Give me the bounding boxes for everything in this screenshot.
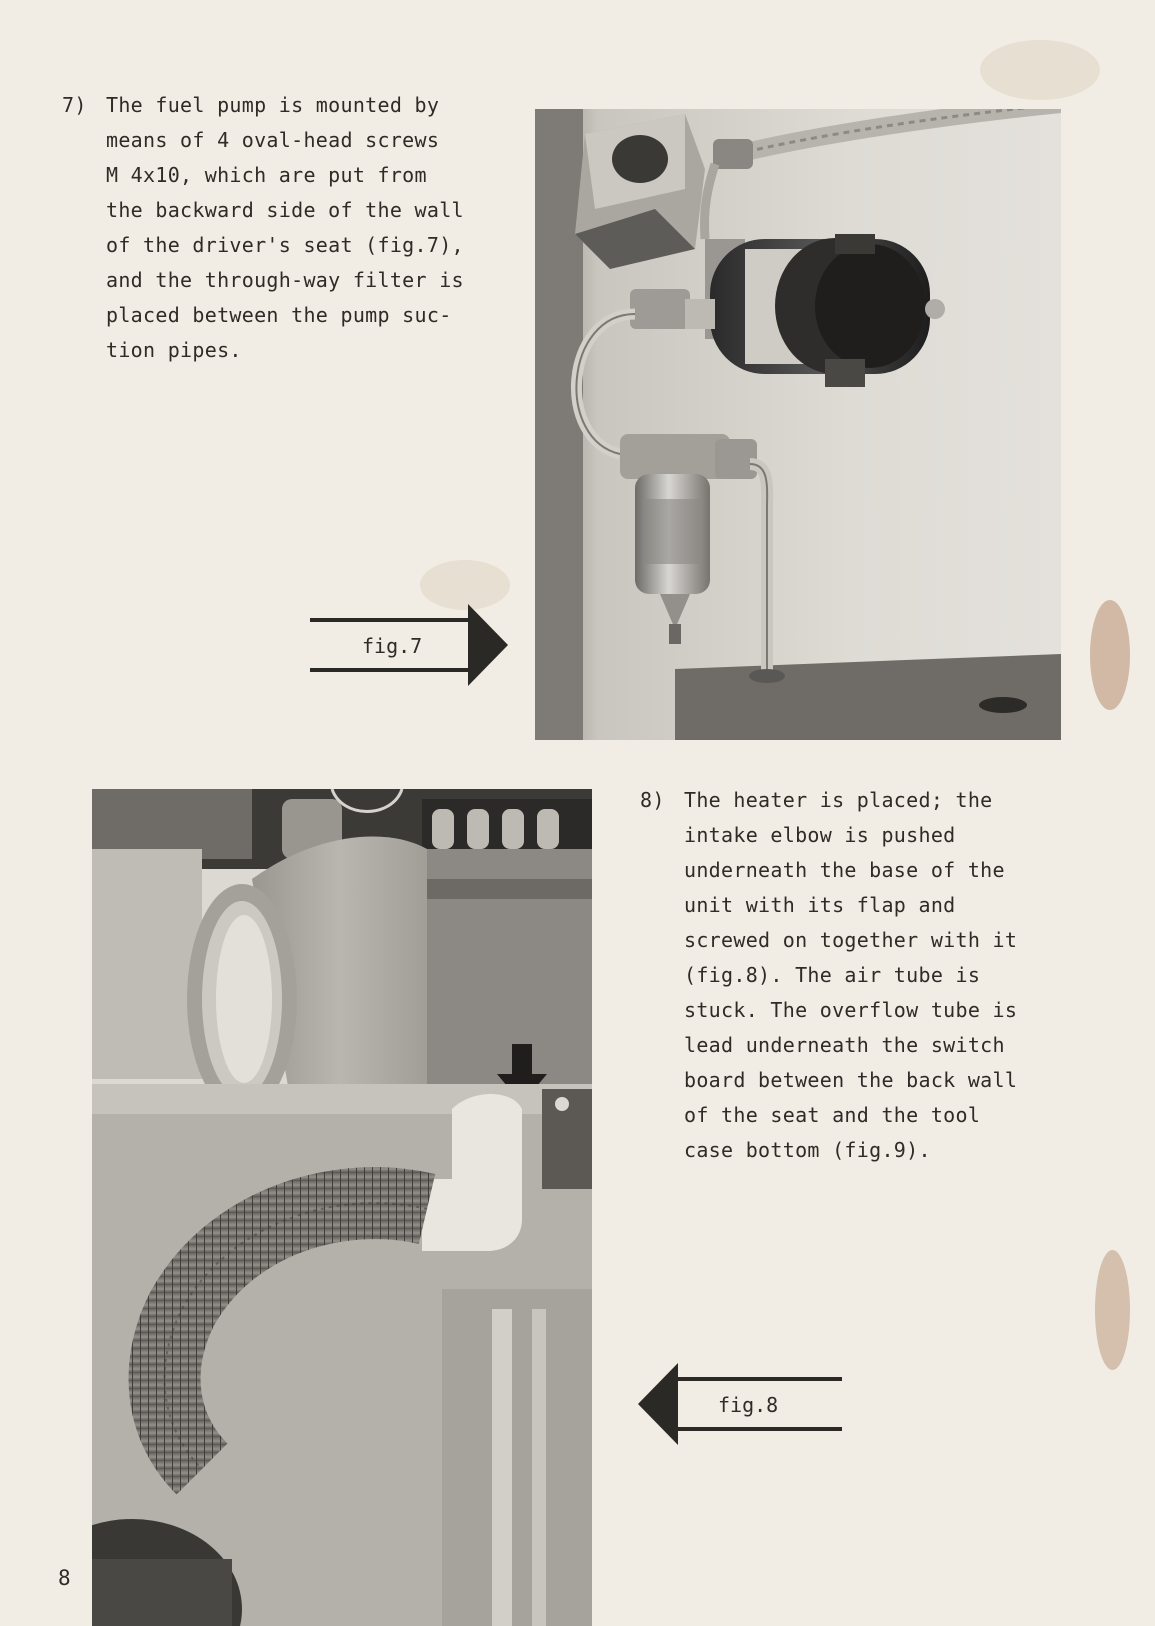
- step-8-number: 8): [640, 788, 665, 812]
- step-7-line: the backward side of the wall: [106, 198, 464, 222]
- figure-7-arrow: [310, 604, 516, 694]
- step-8-line: of the seat and the tool: [684, 1103, 981, 1127]
- step-7-line: tion pipes.: [106, 338, 242, 362]
- figure-8-label: fig.8: [718, 1393, 779, 1417]
- step-8-line: screwed on together with it: [684, 928, 1018, 952]
- figure-8-photo: [92, 789, 592, 1626]
- step-8-line: stuck. The overflow tube is: [684, 998, 1018, 1022]
- paper-stain: [1095, 1250, 1130, 1370]
- step-8-line: case bottom (fig.9).: [684, 1138, 931, 1162]
- step-7-text: [106, 88, 464, 368]
- paper-stain: [980, 40, 1100, 100]
- step-8-line: unit with its flap and: [684, 893, 956, 917]
- page-number: 8: [58, 1566, 71, 1590]
- paper-stain: [1090, 600, 1130, 710]
- figure-7-photo: [535, 109, 1061, 740]
- step-7-line: placed between the pump suc-: [106, 303, 452, 327]
- figure-8-arrow: [636, 1363, 846, 1451]
- step-8-line: The heater is placed; the: [684, 788, 993, 812]
- step-8-line: underneath the base of the: [684, 858, 1005, 882]
- step-7-line: means of 4 oval-head screws: [106, 128, 440, 152]
- step-8-text: [684, 783, 1017, 1168]
- step-7-line: The fuel pump is mounted by: [106, 93, 440, 117]
- figure-7-label: fig.7: [362, 634, 423, 658]
- step-7-number: 7): [62, 93, 87, 117]
- step-8-line: board between the back wall: [684, 1068, 1018, 1092]
- step-8-line: intake elbow is pushed: [684, 823, 956, 847]
- step-7-line: and the through-way filter is: [106, 268, 464, 292]
- step-7-line: M 4x10, which are put from: [106, 163, 427, 187]
- paper-stain: [420, 560, 510, 610]
- step-8-line: lead underneath the switch: [684, 1033, 1005, 1057]
- step-8-line: (fig.8). The air tube is: [684, 963, 981, 987]
- step-7-line: of the driver's seat (fig.7),: [106, 233, 464, 257]
